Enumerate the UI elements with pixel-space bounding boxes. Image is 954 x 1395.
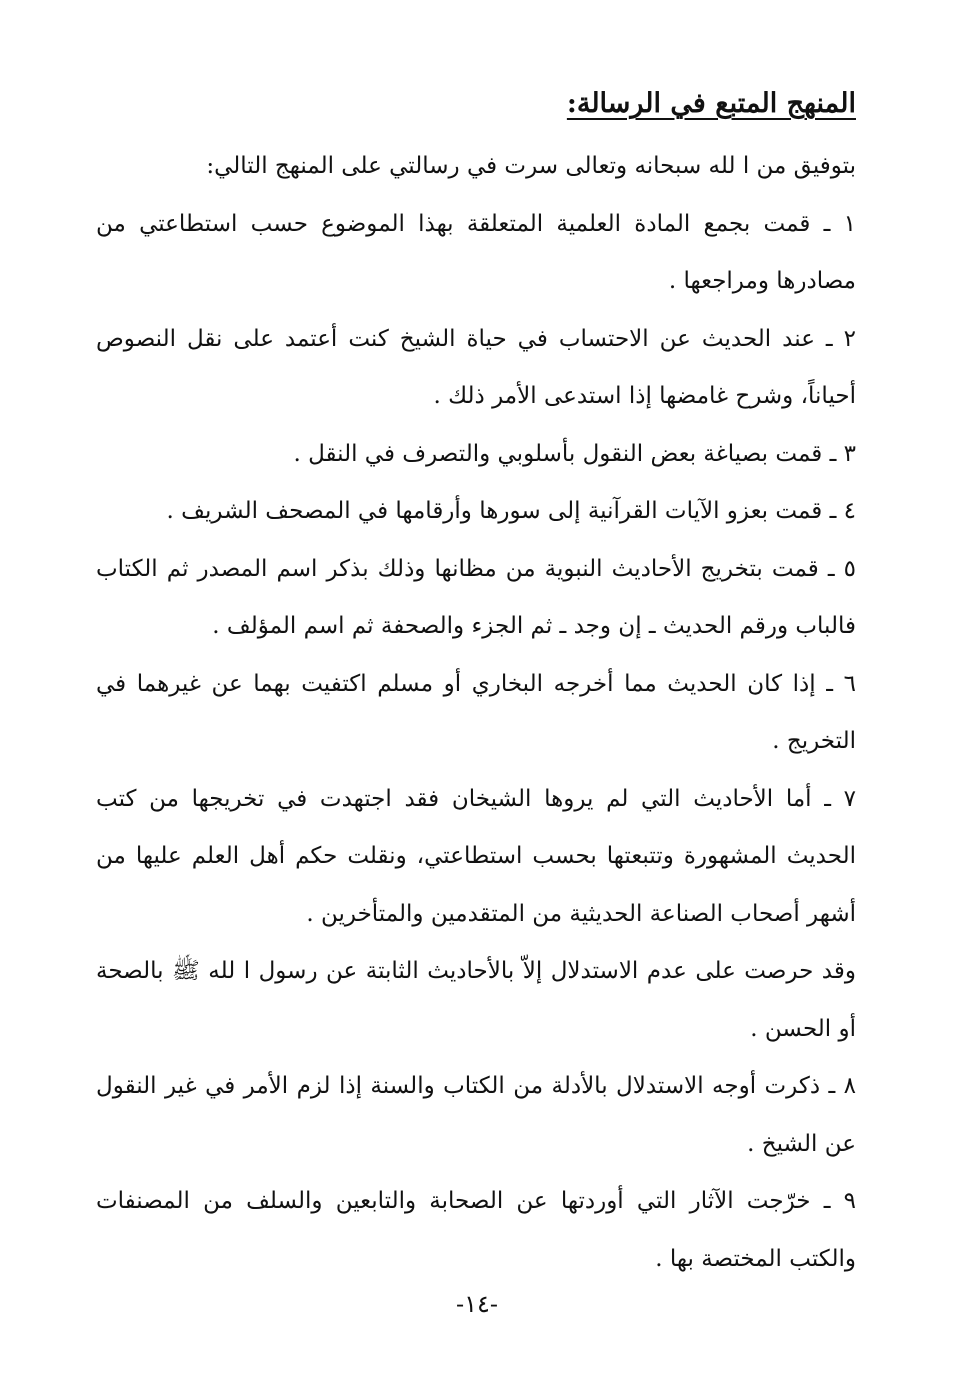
method-item-8: ٨ ـ ذكرت أوجه الاستدلال بالأدلة من الكتاب والسنة إذا لزم الأمر في غير النقول عن الشيخ . [96,1073,856,1157]
intro-paragraph: بتوفيق من ا لله سبحانه وتعالى سرت في رسالتي على المنهج التالي: [206,153,856,179]
method-item-7: ٧ ـ أما الأحاديث التي لم يروها الشيخان فقد اجتهدت في تخريجها من كتب الحديث المشهورة وتتبعتها بحسب استطاعتي، ونقلت حكم أهل العلم عليها من أشهر أصحاب الصناعة الحديثية من المتقدمين والمتأخرين . [96,785,856,927]
page-number: -١٤- [456,1290,498,1318]
method-item-4: ٤ ـ قمت بعزو الآيات القرآنية إلى سورها وأرقامها في المصحف الشريف . [166,498,856,524]
method-item-3: ٣ ـ قمت بصياغة بعض النقول بأسلوبي والتصرف في النقل . [293,440,856,467]
document-page [96,80,856,1288]
section-heading: المنهج المتبع في الرسالة: [566,88,856,119]
method-item-2: ٢ ـ عند الحديث عن الاحتساب في حياة الشيخ كنت أعتمد على نقل النصوص أحياناً، وشرح غامضها إذا استدعى الأمر ذلك . [96,325,856,409]
method-item-5: ٥ ـ قمت بتخريج الأحاديث النبوية من مظانها وذلك بذكر اسم المصدر ثم الكتاب فالباب ورقم الحديث ـ إن وجد ـ ثم الجزء والصحفة ثم اسم المؤلف . [96,555,856,639]
method-item-7-note: وقد حرصت على عدم الاستدلال إلاّ بالأحاديث الثابتة عن رسول ا لله ﷺ بالصحة أو الحسن . [96,958,856,1042]
method-item-6: ٦ ـ إذا كان الحديث مما أخرجه البخاري أو مسلم اكتفيت بهما عن غيرهما في التخريج . [96,670,856,754]
method-item-1: ١ ـ قمت بجمع المادة العلمية المتعلقة بهذا الموضوع حسب استطاعتي من مصادرها ومراجعها . [96,210,856,294]
method-item-9: ٩ ـ خرّجت الآثار التي أوردتها عن الصحابة والتابعين والسلف من المصنفات والكتب المختصة بها . [96,1188,856,1272]
